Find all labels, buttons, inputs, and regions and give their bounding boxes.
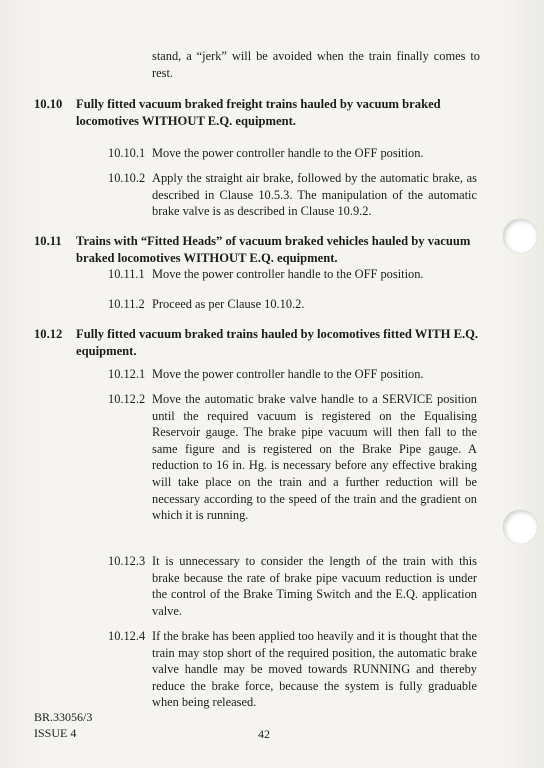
section-title: Fully fitted vacuum braked freight trains hauled by vacuum braked locomotives WITHOUT E.Q. equipment. bbox=[76, 97, 441, 128]
clause-text: Apply the straight air brake, followed by the automatic brake, as described in Clause 10.5.3. The manipulation of the automatic brake valve is as described in Clause 10.9.2. bbox=[152, 171, 477, 219]
clause-number: 10.10.2 bbox=[108, 171, 146, 185]
clause-10-12-4 bbox=[108, 628, 488, 712]
clause-10-12-2 bbox=[108, 391, 488, 541]
clause-text: Move the power controller handle to the OFF position. bbox=[152, 367, 424, 381]
clause-number: 10.12.2 bbox=[108, 392, 146, 406]
clause-number: 10.10.1 bbox=[108, 146, 146, 160]
page-number: 42 bbox=[258, 727, 270, 741]
footer-issue: ISSUE 4 bbox=[34, 726, 77, 740]
clause-text: It is unnecessary to consider the length of the train with this brake because the rate of brake pipe vacuum reduction is under the control of the Brake Timing Switch and the E.Q. application valve. bbox=[152, 554, 477, 618]
clause-text: Move the power controller handle to the OFF position. bbox=[152, 146, 424, 160]
clause-number: 10.12.3 bbox=[108, 554, 146, 568]
section-number: 10.10 bbox=[34, 97, 63, 111]
clause-10-11-1 bbox=[108, 266, 488, 284]
section-heading-10-10 bbox=[34, 96, 494, 130]
clause-10-11-2 bbox=[108, 296, 488, 314]
clause-10-12-1 bbox=[108, 366, 488, 384]
section-heading-10-12 bbox=[34, 326, 494, 360]
section-heading-10-11 bbox=[34, 233, 494, 267]
section-number: 10.11 bbox=[34, 234, 62, 248]
section-title: Fully fitted vacuum braked trains hauled by locomotives fitted WITH E.Q. equipment. bbox=[76, 327, 479, 358]
intro-text: stand, a “jerk” will be avoided when the train finally comes to rest. bbox=[152, 49, 480, 80]
clause-10-12-3 bbox=[108, 553, 488, 621]
clause-number: 10.11.2 bbox=[108, 297, 145, 311]
clause-text: Move the power controller handle to the OFF position. bbox=[152, 267, 424, 281]
clause-10-10-2 bbox=[108, 170, 488, 222]
footer-doc-ref: BR.33056/3 bbox=[34, 710, 93, 724]
clause-number: 10.11.1 bbox=[108, 267, 145, 281]
clause-text: Proceed as per Clause 10.10.2. bbox=[152, 297, 305, 311]
section-number: 10.12 bbox=[34, 327, 63, 341]
clause-number: 10.12.4 bbox=[108, 629, 146, 643]
punch-hole-bottom bbox=[503, 510, 537, 544]
clause-10-10-1 bbox=[108, 145, 488, 163]
intro-paragraph bbox=[152, 48, 480, 81]
section-title: Trains with “Fitted Heads” of vacuum braked vehicles hauled by vacuum braked locomotives WITHOUT E.Q. equipment. bbox=[76, 234, 471, 265]
clause-number: 10.12.1 bbox=[108, 367, 146, 381]
clause-text: Move the automatic brake valve handle to a SERVICE position until the required vacuum is registered on the Equalising Reservoir gauge. The brake pipe vacuum will then fall to the same figure and is registered on the Brake Pipe gauge. A reduction to 16 in. Hg. is necessary before any effective braking will take place on the train and a further reduction will be necessary according to the speed of the train and the gradient on which it is running. bbox=[152, 392, 477, 523]
clause-text: If the brake has been applied too heavily and it is thought that the train may stop short of the required position, the automatic brake valve handle may be moved towards RUNNING and thereby reduce the brake force, because the system is fully graduable when being released. bbox=[152, 629, 477, 710]
punch-hole-top bbox=[503, 219, 537, 253]
